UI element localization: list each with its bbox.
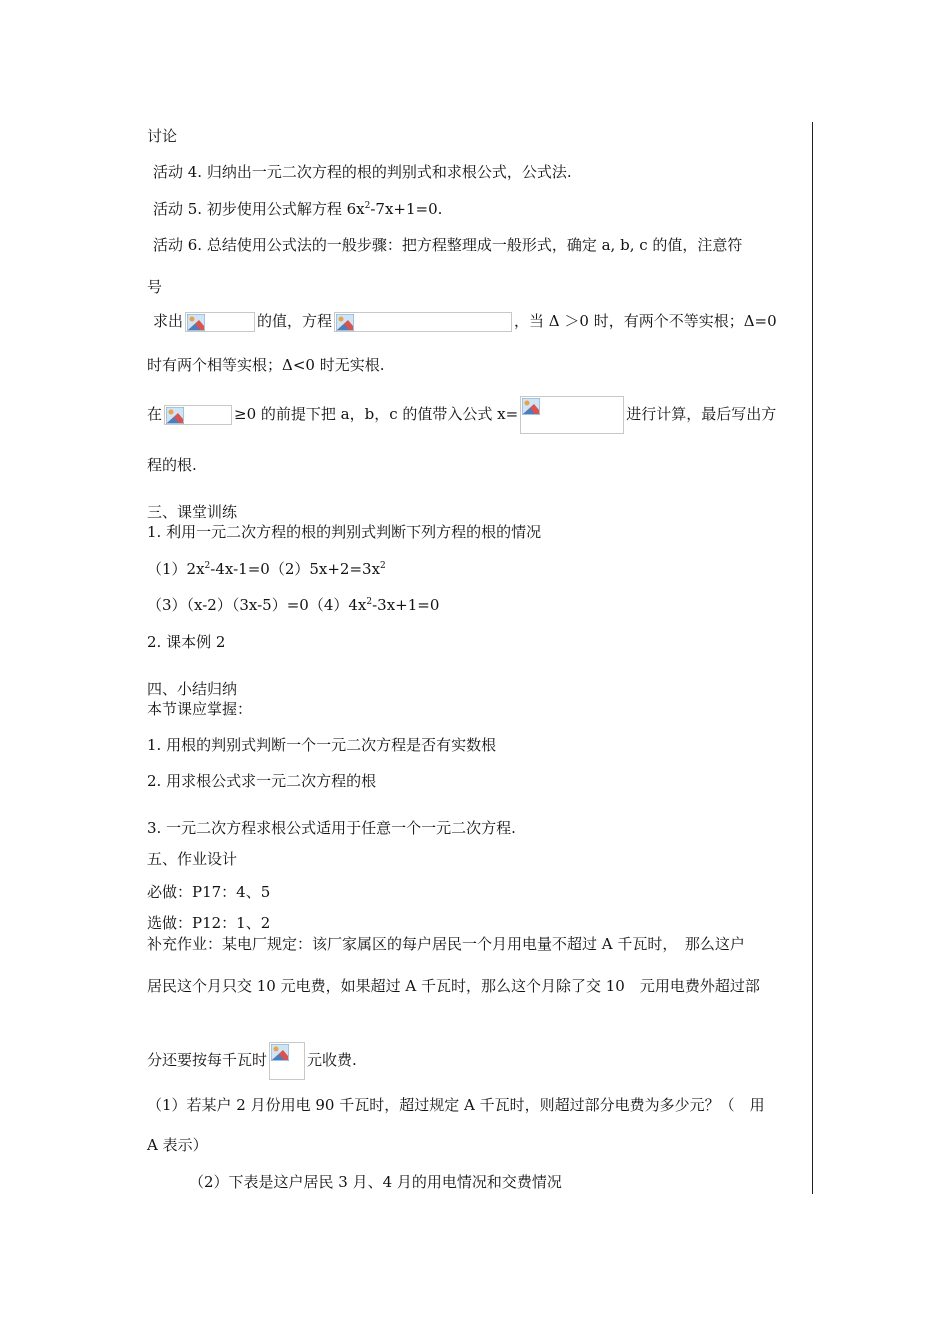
formula-image-icon xyxy=(269,1042,305,1080)
text-line: 2. 课本例 2 xyxy=(147,633,226,651)
formula-image-icon xyxy=(164,405,232,425)
text-span: （3）（x-2）（3x-5）=0（4）4x xyxy=(147,596,367,614)
text-span: ≥0 的前提下把 a，b，c 的值带入公式 x= xyxy=(234,405,519,423)
section-heading: 三、课堂训练 xyxy=(147,503,238,521)
text-line: 号 xyxy=(147,278,163,296)
text-span: 在 xyxy=(147,405,163,423)
formula-image-icon xyxy=(185,312,255,332)
text-line xyxy=(153,199,442,219)
text-line: 1. 利用一元二次方程的根的判别式判断下列方程的根的情况 xyxy=(147,523,542,541)
text-span: -7x+1=0. xyxy=(370,200,443,218)
text-line: （1）若某户 2 月份用电 90 千瓦时，超过规定 A 千瓦时，则超过部分电费为多少元？（ 用 xyxy=(147,1096,765,1114)
text-line xyxy=(147,1042,357,1080)
text-line: 活动 4. 归纳出一元二次方程的根的判别式和求根公式，公式法. xyxy=(153,163,572,181)
text-span: 进行计算，最后写出方 xyxy=(626,405,777,423)
page-margin-rule xyxy=(812,122,813,1194)
text-span: -3x+1=0 xyxy=(372,596,440,614)
formula-image-icon xyxy=(334,312,512,332)
text-span: -4x-1=0（2）5x+2=3x xyxy=(210,560,381,578)
text-line: 必做：P17：4、5 xyxy=(147,883,271,901)
text-span: ，当 Δ ＞0 时，有两个不等实根；Δ=0 xyxy=(514,312,777,330)
text-span: 元收费. xyxy=(307,1051,357,1069)
section-heading: 四、小结归纳 xyxy=(147,680,238,698)
text-line: 3. 一元二次方程求根公式适用于任意一个一元二次方程. xyxy=(147,819,516,837)
text-line xyxy=(147,396,776,434)
formula-image-icon xyxy=(520,396,624,434)
text-line: A 表示） xyxy=(147,1136,208,1154)
text-span: 活动 5. 初步使用公式解方程 6x xyxy=(153,200,365,218)
text-line: 时有两个相等实根；Δ<0 时无实根. xyxy=(147,356,385,374)
text-span: 的值，方程 xyxy=(257,312,333,330)
text-line xyxy=(147,595,439,615)
text-span: （1）2x xyxy=(147,560,205,578)
text-line: 本节课应掌握： xyxy=(147,700,253,718)
text-line: 选做：P12：1、2 xyxy=(147,914,271,932)
text-line xyxy=(153,311,777,332)
text-line: 2. 用求根公式求一元二次方程的根 xyxy=(147,772,377,790)
text-line: 居民这个月只交 10 元电费，如果超过 A 千瓦时，那么这个月除了交 10 元用电费外超过部 xyxy=(147,977,760,995)
text-span: 分还要按每千瓦时 xyxy=(147,1051,268,1069)
section-heading: 五、作业设计 xyxy=(147,850,238,868)
text-span: 求出 xyxy=(153,312,184,330)
text-line: 1. 用根的判别式判断一个一元二次方程是否有实数根 xyxy=(147,736,497,754)
text-line: 程的根. xyxy=(147,456,197,474)
text-line: 补充作业：某电厂规定：该厂家属区的每户居民一个月用电量不超过 A 千瓦时， 那么这户 xyxy=(147,935,745,953)
text-line: 讨论 xyxy=(147,127,178,145)
exponent: 2 xyxy=(364,201,371,211)
exponent: 2 xyxy=(380,561,386,571)
text-line: （2）下表是这户居民 3 月、4 月的用电情况和交费情况 xyxy=(189,1173,562,1191)
exponent: 2 xyxy=(204,561,211,571)
text-line: 活动 6. 总结使用公式法的一般步骤：把方程整理成一般形式，确定 a, b, c 的值，注意符 xyxy=(153,236,743,254)
exponent: 2 xyxy=(366,597,373,607)
text-line xyxy=(147,559,386,579)
